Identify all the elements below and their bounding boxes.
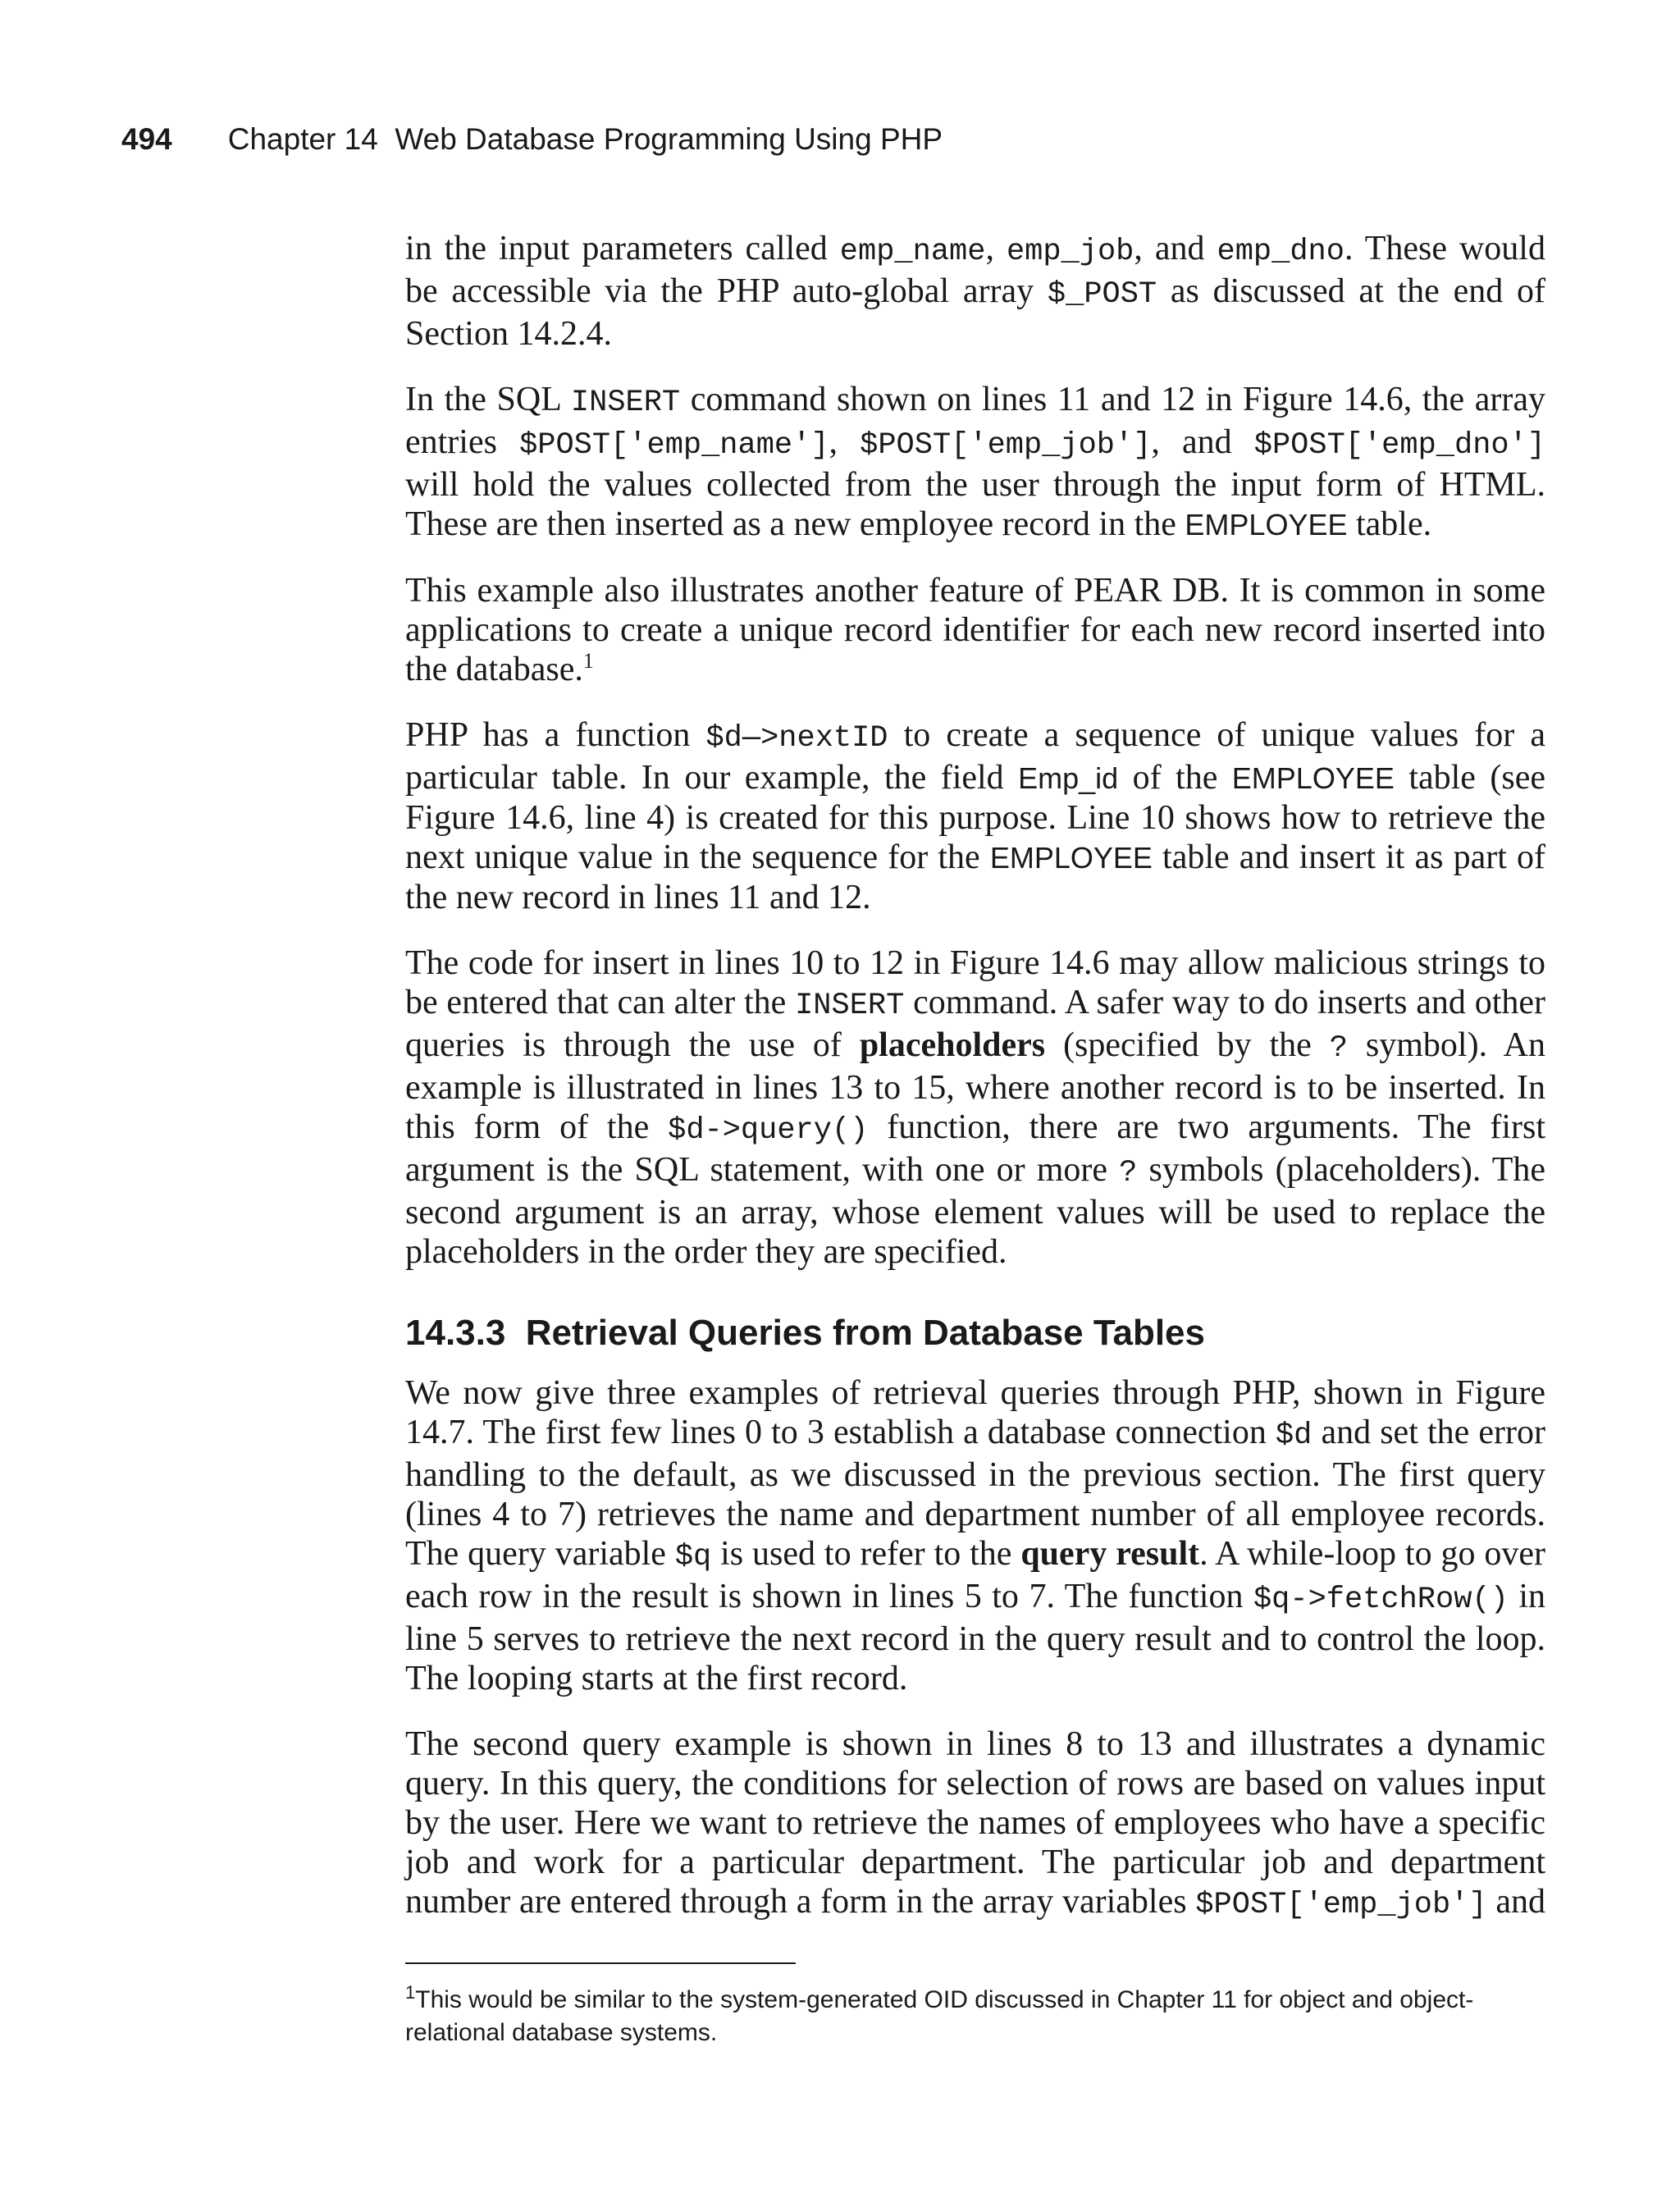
paragraph-3 [405,571,1545,689]
text-run: , and [1134,230,1217,267]
text-run: The second query example is shown in lines 8 to 13 and illustrates a dynamic query. In this query, the conditions for selection of rows are based on values input by the user. Here we want to retrieve the names of employees who have a specific job and work for a particular department. The particular job and department number are entered through a form in the array variables [405,1725,1545,1921]
text-run: (specified by the [1045,1026,1330,1064]
code-fetchrow: $q->fetchRow() [1253,1583,1509,1617]
text-run: in the input parameters called [405,230,840,267]
table-name-employee: EMPLOYEE [1231,761,1395,795]
chapter-title: Chapter 14 Web Database Programming Using PHP [227,122,943,156]
text-run: of the [1118,759,1232,797]
text-run: command. A safer way to do inserts and other queries is through the use of [405,984,1546,1064]
text-run: and set the error handling to the default, as we discussed in the previous section. The first query (lines 4 to 7) retrieves the name and department number of all employee records. The query variable [405,1414,1545,1573]
text-run: symbols (placeholders). The second argument is an array, whose element values will be used to replace the placeholders in the order they are specified. [405,1151,1545,1271]
code-post-emp-name: $POST['emp_name'] [519,428,829,463]
body-text [405,229,1545,1951]
code-question-mark: ? [1119,1156,1138,1190]
code-q: $q [674,1540,712,1574]
text-run: , [829,423,861,461]
term-query-result: query result [1020,1535,1200,1573]
text-run: function, there are two arguments. The first argument is the SQL statement, with one or more [405,1108,1546,1189]
text-run: . A while-loop to go over each row in the result is shown in lines 5 to 7. The function [405,1535,1545,1615]
code-nextid: $d—>nextID [705,721,888,756]
code-post-emp-dno: $POST['emp_dno'] [1253,428,1546,463]
paragraph-6 [405,1373,1545,1698]
footnote-text: This would be similar to the system-generated OID discussed in Chapter 11 for object and object-relational database systems. [405,1986,1474,2046]
text-run: symbol). An example is illustrated in lines 13 to 15, where another record is to be inserted. In this form of the [405,1026,1546,1146]
code-emp-dno: emp_dno [1217,235,1344,269]
table-name-employee: EMPLOYEE [989,841,1153,875]
code-post-emp-job: $POST['emp_job'] [860,428,1152,463]
text-run: and [1486,1883,1545,1921]
code-d: $d [1275,1419,1312,1453]
text-run: , and [1151,423,1254,461]
footnote-mark: 1 [405,1982,416,2003]
text-run: This example also illustrates another feature of PEAR DB. It is common in some applications to create a unique record identifier for each new record inserted into the database. [405,572,1545,688]
term-placeholders: placeholders [859,1026,1046,1064]
text-run: . These would be accessible via the PHP auto-global array [405,230,1545,310]
text-run: PHP has a function [405,716,706,754]
footnote [405,1984,1545,2049]
page-number: 494 [121,122,172,156]
paragraph-7 [405,1725,1545,1925]
text-run: table and insert it as part of the new record in lines 11 and 12. [405,838,1545,916]
text-run: In the SQL [405,381,571,418]
text-run: will hold the values collected from the user through the input form of HTML. These are then inserted as a new employee record in the [405,466,1545,543]
footnote-reference: 1 [582,649,594,673]
text-run: The code for insert in lines 10 to 12 in Figure 14.6 may allow malicious strings to be entered that can alter the [405,944,1545,1021]
paragraph-1 [405,229,1545,354]
code-post-emp-job: $POST['emp_job'] [1195,1888,1487,1922]
text-run: table. [1347,505,1432,543]
table-name-employee: EMPLOYEE [1185,508,1348,541]
text-run: We now give three examples of retrieval queries through PHP, shown in Figure 14.7. The first few lines 0 to 3 establish a database connection [405,1374,1545,1451]
paragraph-2 [405,380,1545,545]
footnote-divider [405,1962,796,1964]
text-run: to create a sequence of unique values for a particular table. In our example, the field [405,716,1545,797]
text-run: in line 5 serves to retrieve the next record in the query result and to control the loop. The looping starts at the first record. [405,1578,1546,1697]
paragraph-4 [405,715,1545,917]
text-run: table (see Figure 14.6, line 4) is created for this purpose. Line 10 shows how to retrieve the next unique value in the sequence for the [405,759,1545,876]
code-post-array: $_POST [1047,277,1157,312]
code-insert: INSERT [795,989,905,1023]
paragraph-5 [405,943,1545,1272]
text-run: command shown on lines 11 and 12 in Figure 14.6, the array entries [405,381,1545,461]
running-head [121,121,943,158]
field-name-emp-id: Emp_id [1018,761,1119,795]
code-emp-job: emp_job [1006,235,1134,269]
text-run: , [985,230,1007,267]
text-run: is used to refer to the [711,1535,1021,1573]
text-run: as discussed at the end of Section 14.2.4. [405,272,1545,353]
code-insert: INSERT [570,386,681,420]
code-query-function: $d->query() [668,1113,869,1148]
code-question-mark: ? [1329,1031,1348,1066]
code-emp-name: emp_name [839,235,986,269]
section-heading: 14.3.3 Retrieval Queries from Database Tables [405,1313,1205,1353]
